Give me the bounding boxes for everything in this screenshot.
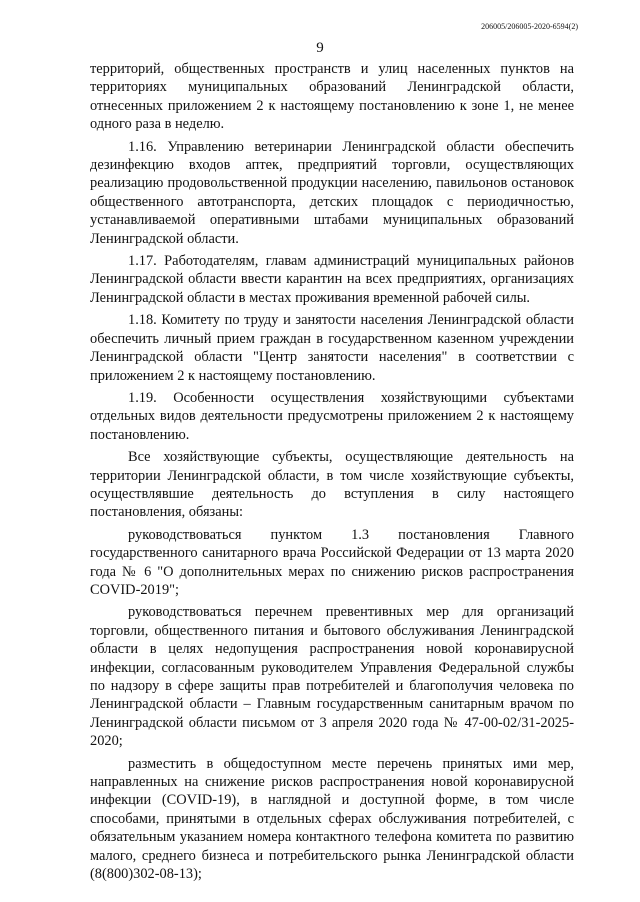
paragraph-obligation-2: руководствоваться перечнем превентивных мер для организаций торговли, общественного питания и бытового обслуживания Ленинградской области в целях недопущения распространения новой коронавирусной инфекции, согласованным руководителем Управления Федеральной службы по надзору в сфере защиты прав потребителей и благополучия человека по Ленинградской области – Главным государственным санитарным врачом по Ленинградской области письмом от 3 апреля 2020 года № 47-00-02/31-2025-2020;: [90, 604, 574, 750]
page-number: 9: [316, 40, 324, 56]
paragraph-obligation-1: руководствоваться пунктом 1.3 постановления Главного государственного санитарного врача Российской Федерации от 13 марта 2020 года № 6 "О дополнительных мерах по снижению рисков распространения COVID-2019";: [90, 526, 574, 598]
document-body: [90, 60, 574, 887]
paragraph-1-18: 1.18. Комитету по труду и занятости населения Ленинградской области обеспечить личный прием граждан в государственном казенном учреждении Ленинградской области "Центр занятости населения" в соответствии с приложением 2 к настоящему постановлению.: [90, 312, 574, 384]
paragraph-1-17: 1.17. Работодателям, главам администраций муниципальных районов Ленинградской области ввести карантин на всех предприятиях, организациях Ленинградской области в местах проживания временной рабочей силы.: [90, 253, 574, 306]
paragraph-obligations-intro: Все хозяйствующие субъекты, осуществляющие деятельность на территории Ленинградской области, в том числе хозяйствующие субъекты, осуществлявшие деятельность до вступления в силу настоящего постановления, обязаны:: [90, 449, 574, 521]
paragraph-continuation: территорий, общественных пространств и улиц населенных пунктов на территориях муниципальных образований Ленинградской области, отнесенных приложением 2 к настоящему постановлению к зоне 1, не менее одного раза в неделю.: [90, 61, 574, 133]
paragraph-1-19: 1.19. Особенности осуществления хозяйствующими субъектами отдельных видов деятельности предусмотрены приложением 2 к настоящему постановлению.: [90, 389, 574, 443]
paragraph-1-16: 1.16. Управлению ветеринарии Ленинградской области обеспечить дезинфекцию входов аптек, предприятий торговли, осуществляющих реализацию продовольственной продукции населению, павильонов остановок общественного автотранспорта, детских площадок с периодичностью, устанавливаемой оперативными штабами муниципальных образований Ленинградской области.: [90, 138, 574, 247]
document-number: 206005/206005-2020-6594(2): [481, 22, 578, 31]
paragraph-obligation-3: разместить в общедоступном месте перечень принятых ими мер, направленных на снижение рисков распространения новой коронавирусной инфекции (COVID-19), в наглядной и доступной форме, в том числе способами, принятыми в отдельных сферах обслуживания потребителей, с обязательным указанием номера контактного телефона комитета по развитию малого, среднего бизнеса и потребительского рынка Ленинградской области (8(800)302-08-13);: [90, 755, 574, 883]
